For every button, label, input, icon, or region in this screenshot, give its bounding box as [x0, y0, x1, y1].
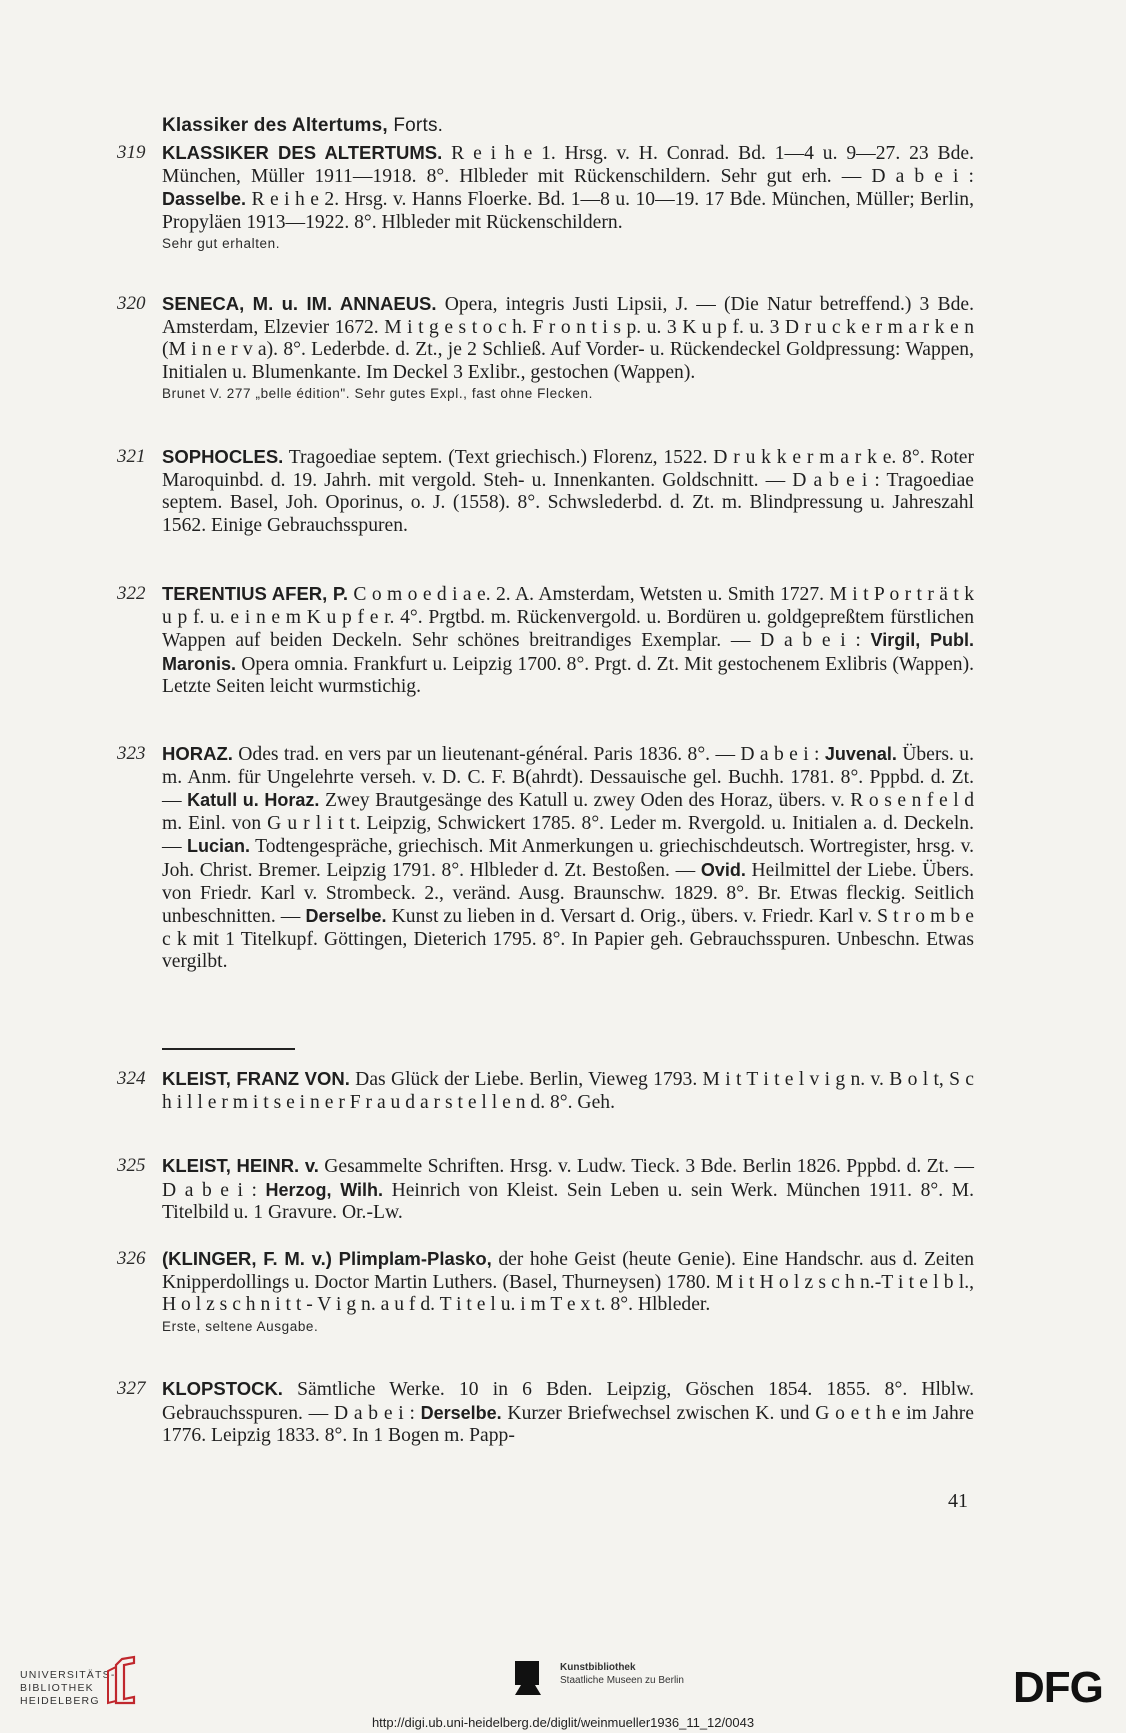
entry-text: R e i h e 1. Hrsg. v. H. Conrad. Bd. 1—4 u. 9—27. 23 Bde. München, Müller 1911—1918. 8°. Hlbleder mit Rückenschildern. Sehr gut erh. — D a b e i : — [162, 143, 975, 187]
entry-text: Kunst zu lieben in d. Versart d. Orig., übers. v. Friedr. Karl v. S t r o m b e c k mit 1 Titelkupf. Göttingen, Dieterich 1795. 8°. In Papier geh. Gebrauchsspuren. Unbeschn. Etwas vergilbt. — [162, 906, 974, 973]
ub-line: BIBLIOTHEK — [20, 1682, 94, 1694]
entry-text: Heinrich von Kleist. Sein Leben u. sein Werk. München 1911. 8°. M. Titelbild u. 1 Gravure. Or.-Lw. — [162, 1179, 975, 1224]
entry-title: TERENTIUS AFER, P. — [162, 583, 348, 604]
entry-text: C o m o e d i a e. 2. A. Amsterdam, Wetsten u. Smith 1727. M i t P o r t r ä t k u p f. u. e i n e m K u p f e r. 4°. Prgtbd. m. Rückenvergold. u. Bordüren u. goldgepreßtem fürstlichen Wappen auf beiden Deckeln. Sehr schönes breitrandiges Exemplar. — D a b e i : — [162, 584, 974, 652]
lot-number: 327 — [117, 1378, 146, 1399]
lot-number: 321 — [117, 446, 146, 467]
entry-text: Zwey Brautgesänge des Katull u. zwey Oden des Horaz, übers. v. R o s e n f e l d m. Einl. von G u r l i t t. Leipzig, Schwickert 1785. 8°. Leder m. Rvergold. u. Initialen a. d. Deckeln. — — [162, 790, 974, 858]
entry-note: Brunet V. 277 „belle édition". Sehr gutes Expl., fast ohne Flecken. — [162, 386, 593, 402]
dfg-logo: DFG — [1013, 1663, 1103, 1712]
entry-bold: Herzog, Wilh. — [265, 1179, 384, 1200]
entry-text: Kurzer Briefwechsel zwischen K. und G o e t h e im Jahre 1776. Leipzig 1833. 8°. In 1 Bogen m. Papp- — [162, 1402, 974, 1447]
catalog-entry — [117, 446, 977, 537]
entry-title: KLASSIKER DES ALTERTUMS. — [162, 142, 443, 163]
entry-title: (KLINGER, F. M. v.) Plimplam-Plasko, — [162, 1248, 492, 1269]
catalog-entry — [117, 1155, 977, 1225]
section-forts: Forts. — [393, 115, 444, 136]
entry-text: Sämtliche Werke. 10 in 6 Bden. Leipzig, Göschen 1854. 1855. 8°. Hlblw. Gebrauchsspuren. — D a b e i : — [162, 1379, 974, 1424]
entry-text: Übers. u. m. Anm. für Ungelehrte verseh. v. D. C. F. B(ahrdt). Dessauische gel. Buchh. 1781. 8°. Pppbd. d. Zt. — — [162, 744, 974, 812]
entry-bold: Katull u. Horaz. — [187, 790, 320, 811]
entry-text: Gesammelte Schriften. Hrsg. v. Ludw. Tieck. 3 Bde. Berlin 1826. Pppbd. d. Zt. — D a b e i : — [162, 1156, 974, 1201]
lot-number: 322 — [117, 583, 146, 604]
entry-title: KLOPSTOCK. — [162, 1378, 283, 1399]
section-header — [162, 115, 443, 137]
entry-title: KLEIST, HEINR. v. — [162, 1155, 319, 1176]
section-divider — [162, 1048, 295, 1050]
entry-title: SOPHOCLES. — [162, 446, 284, 467]
kunstbibliothek-logo-icon — [513, 1659, 551, 1697]
lot-number: 323 — [117, 743, 146, 764]
ub-logo-icon — [102, 1655, 138, 1705]
entry-bold: Derselbe. — [420, 1402, 502, 1423]
entry-title: HORAZ. — [162, 743, 233, 764]
lot-number: 325 — [117, 1155, 146, 1176]
ub-line: UNIVERSITÄTS- — [20, 1669, 116, 1681]
catalog-entry — [117, 743, 977, 974]
entry-body — [162, 1068, 974, 1114]
kb-line: Staatliche Museen zu Berlin — [560, 1675, 684, 1686]
entry-text: Opera omnia. Frankfurt u. Leipzig 1700. 8°. Prgt. d. Zt. Mit gestochenem Exlibris (Wappen). Letzte Seiten leicht wurmstichig. — [162, 653, 974, 698]
catalog-entry — [117, 1248, 977, 1334]
entry-bold: Dasselbe. — [162, 189, 247, 210]
entry-bold: Ovid. — [700, 859, 746, 880]
catalog-entry — [117, 293, 977, 401]
entry-body — [162, 743, 974, 974]
entry-bold: Lucian. — [187, 836, 251, 857]
digitization-footer — [0, 1645, 1126, 1733]
entry-title: KLEIST, FRANZ VON. — [162, 1068, 350, 1089]
lot-number: 324 — [117, 1068, 146, 1089]
entry-text: R e i h e 2. Hrsg. v. Hanns Floerke. Bd. 1—8 u. 10—19. 17 Bde. München, Müller; Berlin, Propyläen 1913—1922. 8°. Hlbleder mit Rückenschildern. — [162, 189, 974, 233]
entry-body — [162, 142, 974, 234]
lot-number: 319 — [117, 142, 146, 163]
entry-bold: Juvenal. — [824, 744, 897, 764]
catalog-entry — [117, 583, 977, 699]
entry-body — [162, 1378, 974, 1448]
lot-number: 326 — [117, 1248, 146, 1269]
entry-body — [162, 1248, 974, 1317]
kb-line: Kunstbibliothek — [560, 1662, 636, 1673]
entry-body — [162, 583, 974, 699]
entry-bold: Virgil, Publ. Maronis. — [162, 630, 974, 674]
lot-number: 320 — [117, 293, 146, 314]
entry-body — [162, 1155, 974, 1225]
entry-note: Sehr gut erhalten. — [162, 236, 281, 252]
entry-text: der hohe Geist (heute Genie). Eine Handschr. aus d. Zeiten Knipperdollings u. Doctor Martin Luthers. (Basel, Thurneysen) 1780. M i t H o l z s c h n.-T i t e l b l., H o l z s c h n i t t - V i g n. a u f d. T i t e l u. i m T e x t. 8°. Hlbleder. — [162, 1249, 975, 1316]
kunstbibliothek-text — [560, 1661, 684, 1687]
entry-note: Erste, seltene Ausgabe. — [162, 1318, 319, 1334]
entry-text: Das Glück der Liebe. Berlin, Vieweg 1793. M i t T i t e l v i g n. v. B o l t, S c h i l l e r m i t s e i n e r F r a u d a r s t e l l e n d. 8°. Geh. — [162, 1069, 974, 1113]
section-title: Klassiker des Altertums, — [162, 115, 388, 136]
catalog-entry — [117, 1068, 977, 1114]
entry-title: SENECA, M. u. IM. ANNAEUS. — [162, 293, 437, 314]
catalog-entry — [117, 142, 977, 251]
catalog-entry — [117, 1378, 977, 1448]
page-number: 41 — [948, 1490, 968, 1512]
entry-text: Odes trad. en vers par un lieutenant-général. Paris 1836. 8°. — D a b e i : — [232, 744, 825, 765]
ub-line: HEIDELBERG — [20, 1695, 100, 1707]
entry-bold: Derselbe. — [305, 906, 387, 927]
source-url[interactable]: http://digi.ub.uni-heidelberg.de/diglit/weinmueller1936_11_12/0043 — [371, 1715, 755, 1730]
entry-text: Todtengespräche, griechisch. Mit Anmerkungen u. griechischdeutsch. Wortregister, hrsg. v. Joh. Christ. Bremer. Leipzig 1791. 8°. Hlbleder d. Zt. Bestoßen. — — [162, 836, 974, 881]
entry-body — [162, 293, 974, 384]
entry-text: Tragoediae septem. (Text griechisch.) Florenz, 1522. D r u k k e r m a r k e. 8°. Roter Maroquinbd. d. 19. Jahrh. mit vergold. Steh- u. Innenkanten. Goldschnitt. — D a b e i : Tragoediae septem. Basel, Joh. Oporinus, o. J. (1558). 8°. Schwslederbd. d. Zt. m. Blindpressung u. Jahreszahl 1562. Einige Gebrauchsspuren. — [162, 447, 974, 536]
entry-text: Heilmittel der Liebe. Übers. von Friedr. Karl v. Strombeck. 2., veränd. Ausg. Braunschw. 1829. 8°. Br. Etwas fleckig. Seitlich unbeschnitten. — — [162, 859, 974, 928]
entry-body — [162, 446, 974, 537]
entry-text: Opera, integris Justi Lipsii, J. — (Die Natur betreffend.) 3 Bde. Amsterdam, Elzevier 1672. M i t g e s t o c h. F r o n t i s p. u. 3 K u p f. u. 3 D r u c k e r m a r k e n (M i n e r v a). 8°. Lederbde. d. Zt., je 2 Schließ. Auf Vorder- u. Rückendeckel Goldpressung: Wappen, Initialen u. Blumenkante. Im Deckel 3 Exlibr., gestochen (Wappen). — [162, 294, 974, 383]
